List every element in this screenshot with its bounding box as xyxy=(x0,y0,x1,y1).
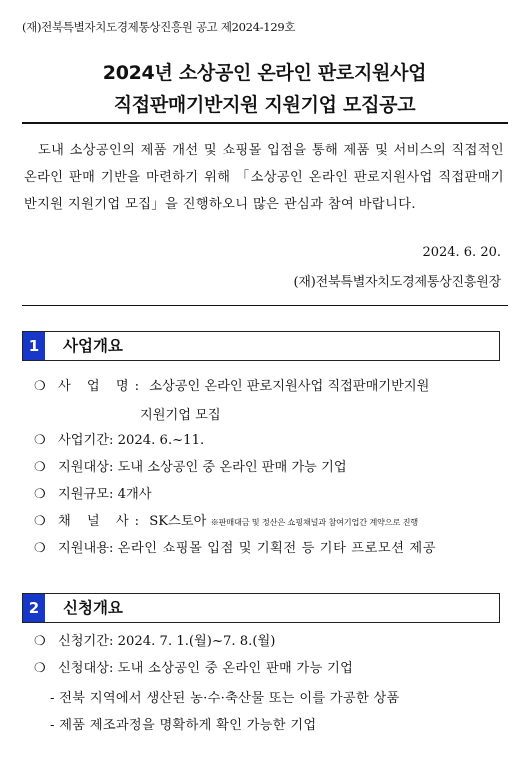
circle-bullet-icon: ❍ xyxy=(34,487,46,502)
title-divider xyxy=(22,122,508,124)
section-number-badge: 2 xyxy=(23,594,45,622)
list-item-period xyxy=(34,432,204,450)
section-number-badge: 1 xyxy=(23,332,45,360)
item-value: 2024. 7. 1.(월)~7. 8.(월) xyxy=(117,634,276,649)
list-item-project-name xyxy=(34,378,429,396)
section-title: 신청개요 xyxy=(63,599,123,617)
page-title-line-1: 2024년 소상공인 온라인 판로지원사업 xyxy=(102,62,427,84)
page-title-line-2: 직접판매기반지원 지원기업 모집공고 xyxy=(113,94,416,116)
item-value: 4개사 xyxy=(117,487,152,502)
notice-number: (재)전북특별자치도경제통상진흥원 공고 제2024-129호 xyxy=(22,20,296,34)
circle-bullet-icon: ❍ xyxy=(34,379,46,394)
circle-bullet-icon: ❍ xyxy=(34,514,46,529)
item-value: 도내 소상공인 중 온라인 판매 가능 기업 xyxy=(117,661,354,676)
circle-bullet-icon: ❍ xyxy=(34,634,46,649)
list-item-support-content xyxy=(34,540,436,558)
sub-item-manufacturing: - 제품 제조과정을 명확하게 확인 가능한 기업 xyxy=(50,718,317,733)
item-value: 도내 소상공인 중 온라인 판매 가능 기업 xyxy=(117,460,347,475)
list-item-scale xyxy=(34,486,151,504)
item-note: ※판매대금 및 정산은 쇼핑채널과 참여기업간 계약으로 진행 xyxy=(210,517,418,527)
notice-date: 2024. 6. 20. xyxy=(422,245,501,260)
section-title: 사업개요 xyxy=(63,337,123,355)
item-label: 사 업 명: xyxy=(58,379,146,394)
item-label: 채 널 사: xyxy=(58,514,146,529)
notice-sender: (재)전북특별자치도경제통상진흥원장 xyxy=(293,275,501,290)
intro-paragraph: 도내 소상공인의 제품 개선 및 쇼핑몰 입점을 통해 제품 및 서비스의 직접적인 온라인 판매 기반을 마련하기 위해 「소상공인 온라인 판로지원사업 직접판매기반지원 지원기업 모집」을 진행하오니 많은 관심과 참여 바랍니다. xyxy=(24,143,504,212)
item-value: 2024. 6.~11. xyxy=(117,433,205,448)
item-label: 사업기간: xyxy=(58,433,114,448)
intro-divider xyxy=(22,305,508,306)
list-item-target xyxy=(34,459,347,477)
circle-bullet-icon: ❍ xyxy=(34,433,46,448)
list-item-channel xyxy=(34,513,418,531)
list-item-application-period xyxy=(34,633,275,651)
item-value: SK스토아 xyxy=(149,514,207,529)
section-header-overview xyxy=(22,331,500,361)
circle-bullet-icon: ❍ xyxy=(34,661,46,676)
item-label: 지원규모: xyxy=(58,487,114,502)
circle-bullet-icon: ❍ xyxy=(34,541,46,556)
section-header-application xyxy=(22,593,500,623)
item-label: 신청기간: xyxy=(58,634,114,649)
item-value: 온라인 쇼핑몰 입점 및 기획전 등 기타 프로모션 제공 xyxy=(117,541,437,556)
list-item-application-target xyxy=(34,660,353,678)
sub-item-local-products: - 전북 지역에서 생산된 농·수·축산물 또는 이를 가공한 상품 xyxy=(50,691,400,706)
item-label: 지원내용: xyxy=(58,541,114,556)
item-label: 지원대상: xyxy=(58,460,114,475)
item-value: 소상공인 온라인 판로지원사업 직접판매기반지원 xyxy=(149,379,430,394)
circle-bullet-icon: ❍ xyxy=(34,460,46,475)
item-label: 신청대상: xyxy=(58,661,114,676)
item-value-continued: 지원기업 모집 xyxy=(140,408,221,423)
